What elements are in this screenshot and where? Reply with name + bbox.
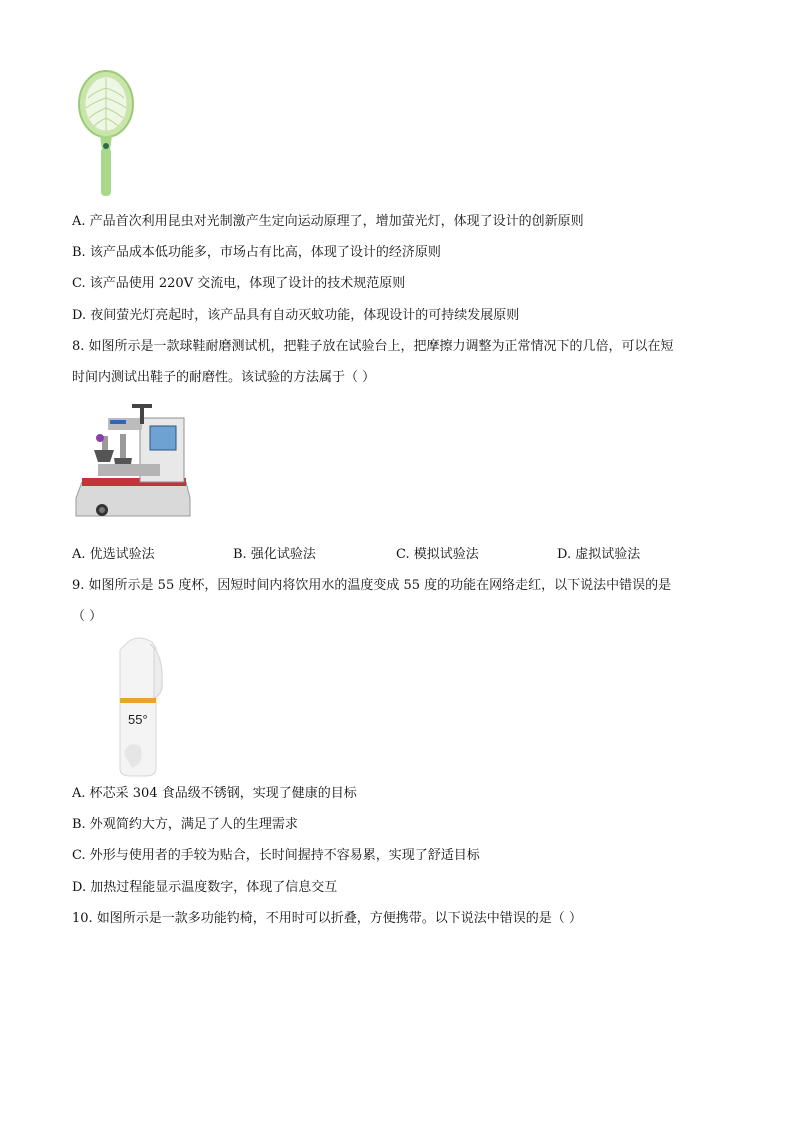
shoe-wear-tester-image — [74, 398, 192, 528]
q9-option-c: C. 外形与使用者的手较为贴合，长时间握持不容易累，实现了舒适目标 — [72, 848, 480, 863]
q7-option-a: A. 产品首次利用昆虫对光制激产生定向运动原理了，增加萤光灯，体现了设计的创新原则 — [72, 214, 584, 229]
q7-option-c: C. 该产品使用 220V 交流电，体现了设计的技术规范原则 — [72, 276, 406, 291]
55-degree-cup-image — [106, 636, 170, 778]
q9-option-a: A. 杯芯采 304 食品级不锈钢，实现了健康的目标 — [72, 786, 357, 801]
q7-option-b: B. 该产品成本低功能多，市场占有比高，体现了设计的经济原则 — [72, 245, 441, 260]
q9-option-d: D. 加热过程能显示温度数字，体现了信息交互 — [72, 880, 338, 895]
q9-option-b: B. 外观简约大方，满足了人的生理需求 — [72, 817, 298, 832]
q9-stem-line2: （ ） — [72, 609, 103, 624]
q8-option-d: D. 虚拟试验法 — [557, 547, 641, 562]
q8-option-b: B. 强化试验法 — [233, 547, 316, 562]
mosquito-swatter-image — [74, 68, 138, 198]
cup-temperature-label: 55° — [128, 712, 148, 727]
q8-stem-line1: 8. 如图所示是一款球鞋耐磨测试机，把鞋子放在试验台上，把摩擦力调整为正常情况下的几倍，可以在短 — [72, 339, 674, 354]
q8-option-c: C. 模拟试验法 — [396, 547, 479, 562]
q8-stem-line2: 时间内测试出鞋子的耐磨性。该试验的方法属于（ ） — [72, 370, 376, 385]
q9-stem-line1: 9. 如图所示是 55 度杯，因短时间内将饮用水的温度变成 55 度的功能在网络走红，以下说法中错误的是 — [72, 578, 672, 593]
q8-option-a: A. 优选试验法 — [72, 547, 155, 562]
q7-option-d: D. 夜间萤光灯亮起时，该产品具有自动灭蚊功能，体现设计的可持续发展原则 — [72, 308, 520, 323]
q10-stem-line1: 10. 如图所示是一款多功能钓椅，不用时可以折叠，方便携带。以下说法中错误的是（ ） — [72, 911, 582, 926]
